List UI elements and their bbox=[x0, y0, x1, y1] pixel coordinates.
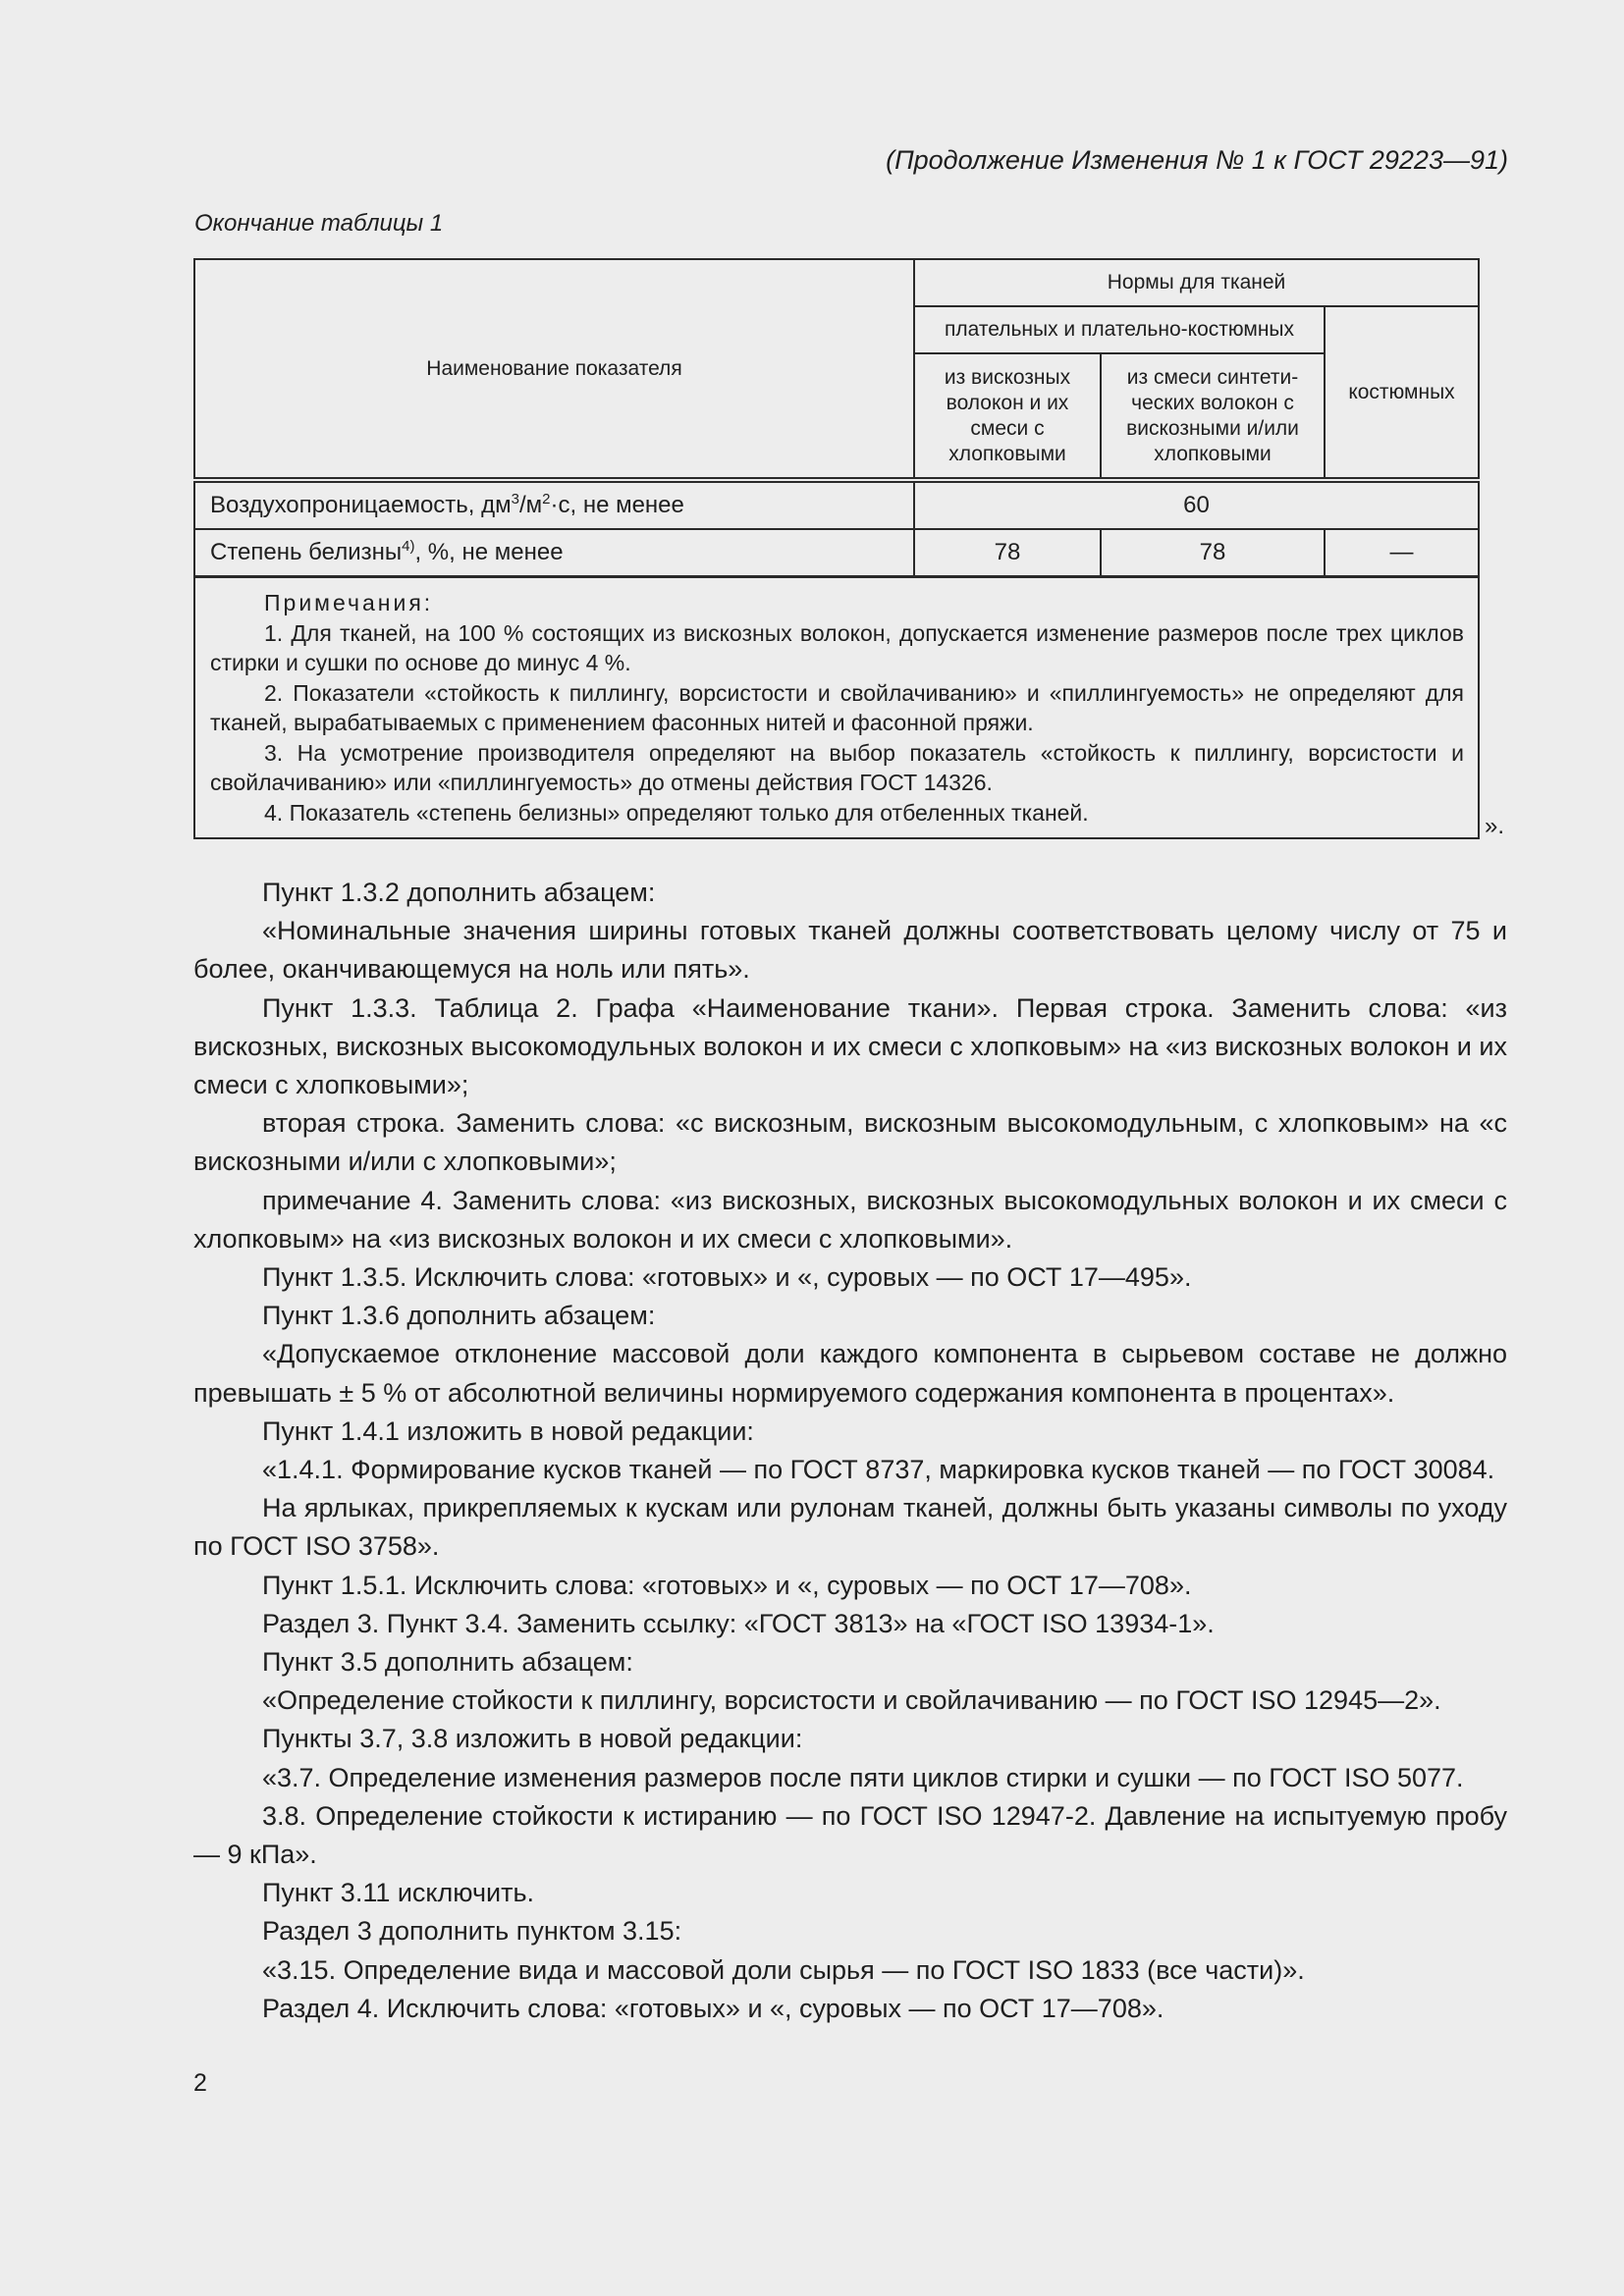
superscript: 3 bbox=[511, 491, 519, 507]
page-number: 2 bbox=[193, 2069, 207, 2097]
column-header-norms-group: Нормы для тканей bbox=[914, 259, 1479, 306]
norms-table bbox=[193, 258, 1480, 839]
table-caption: Окончание таблицы 1 bbox=[194, 210, 444, 237]
paragraph: «1.4.1. Формирование кусков тканей — по ГОСТ 8737, маркировка кусков тканей — по ГОСТ 30084. bbox=[262, 1455, 1495, 1485]
table-row bbox=[194, 529, 1479, 577]
paragraph: На ярлыках, прикрепляемых к кускам или рулонам тканей, должны быть указаны символы по уходу по ГОСТ ISO 3758». bbox=[193, 1493, 1507, 1562]
paragraph: Пункт 1.3.5. Исключить слова: «готовых» и «, суровых — по ОСТ 17—495». bbox=[262, 1262, 1192, 1293]
paragraph: «3.15. Определение вида и массовой доли сырья — по ГОСТ ISO 1833 (все части)». bbox=[262, 1954, 1305, 1985]
norms-table-container bbox=[193, 258, 1478, 839]
paragraph: Пункт 3.5 дополнить абзацем: bbox=[262, 1647, 633, 1678]
page-header: (Продолжение Изменения № 1 к ГОСТ 29223—91) bbox=[886, 145, 1508, 175]
paragraph: Пункт 1.4.1 изложить в новой редакции: bbox=[262, 1415, 754, 1446]
paragraph: примечание 4. Заменить слова: «из вискозных, вискозных высокомодульных волокон и их смеси с хлопковым» на «из вискозных волокон и их смеси с хлопковыми». bbox=[193, 1185, 1507, 1254]
paragraph: Пункт 1.5.1. Исключить слова: «готовых» и «, суровых — по ОСТ 17—708». bbox=[262, 1570, 1192, 1600]
label-text: /м bbox=[518, 492, 543, 518]
column-header-viscose bbox=[914, 353, 1101, 480]
superscript: 4) bbox=[402, 538, 415, 555]
label-text: , %, не менее bbox=[414, 539, 564, 565]
paragraph: Раздел 3. Пункт 3.4. Заменить ссылку: «ГОСТ 3813» на «ГОСТ ISO 13934-1». bbox=[262, 1608, 1215, 1638]
paragraph: Пункты 3.7, 3.8 изложить в новой редакции: bbox=[262, 1724, 803, 1754]
label-text: Степень белизны bbox=[210, 539, 403, 565]
label-text: ·с, не менее bbox=[550, 492, 684, 518]
column-header-synthetic-mix-text: из смеси синтети-ческих волокон с вискозными и/или хлопковыми bbox=[1126, 365, 1299, 465]
notes-title: Примечания: bbox=[264, 590, 434, 615]
note-item: 4. Показатель «степень белизны» определяют только для отбеленных тканей. bbox=[264, 799, 1089, 826]
paragraph: «3.7. Определение изменения размеров после пяти циклов стирки и сушки — по ГОСТ ISO 5077. bbox=[262, 1762, 1464, 1792]
paragraph: Пункт 1.3.3. Таблица 2. Графа «Наименование ткани». Первая строка. Заменить слова: «из вискозных, вискозных высокомодульных волокон и их смеси с хлопковым» на «из вискозных волокон и их смеси с хлопковыми»; bbox=[193, 992, 1507, 1100]
paragraph: Пункт 1.3.2 дополнить абзацем: bbox=[262, 878, 656, 907]
paragraph: Раздел 3 дополнить пунктом 3.15: bbox=[262, 1916, 682, 1947]
column-header-synthetic-mix bbox=[1101, 353, 1325, 480]
paragraph: Пункт 3.11 исключить. bbox=[262, 1878, 535, 1908]
paragraph: Раздел 4. Исключить слова: «готовых» и «, суровых — по ОСТ 17—708». bbox=[262, 1993, 1164, 2023]
row-label-air-permeability bbox=[194, 480, 914, 529]
note-item: 1. Для тканей, на 100 % состоящих из вискозных волокон, допускается изменение размеров после трех циклов стирки и сушки по основе до минус 4 %. bbox=[210, 619, 1464, 675]
paragraph: 3.8. Определение стойкости к истиранию — по ГОСТ ISO 12947-2. Давление на испытуемую пробу — 9 кПа». bbox=[193, 1800, 1507, 1870]
note-item: 2. Показатели «стойкость к пиллингу, ворсистости и свойлачиванию» и «пиллингуемость» не определяют для тканей, вырабатываемых с применением фасонных нитей и фасонной пряжи. bbox=[210, 679, 1464, 735]
amendment-text bbox=[193, 874, 1507, 2028]
cell-value: 78 bbox=[1101, 529, 1325, 577]
paragraph: вторая строка. Заменить слова: «с вискозным, вискозным высокомодульным, с хлопковым» на «с вискозными и/или с хлопковыми»; bbox=[193, 1108, 1507, 1177]
table-row bbox=[194, 480, 1479, 529]
column-header-dress-suit-subgroup: плательных и плательно-костюмных bbox=[914, 306, 1325, 353]
cell-value: 60 bbox=[914, 480, 1479, 529]
paragraph: «Номинальные значения ширины готовых тканей должны соответствовать целому числу от 75 и более, оканчивающемуся на ноль или пять». bbox=[193, 916, 1507, 985]
paragraph: «Допускаемое отклонение массовой доли каждого компонента в сырьевом составе не должно превышать ± 5 % от абсолютной величины нормируемого содержания компонента в процентах». bbox=[193, 1339, 1507, 1408]
note-item: 3. На усмотрение производителя определяют на выбор показатель «стойкость к пиллингу, ворсистости и свойлачиванию» или «пиллингуемость» до отмены действия ГОСТ 14326. bbox=[210, 739, 1464, 795]
cell-value: 78 bbox=[914, 529, 1101, 577]
column-header-suit: костюмных bbox=[1325, 306, 1479, 480]
paragraph: «Определение стойкости к пиллингу, ворсистости и свойлачиванию — по ГОСТ ISO 12945—2». bbox=[262, 1685, 1441, 1716]
table-notes bbox=[194, 577, 1479, 839]
cell-value: — bbox=[1325, 529, 1479, 577]
column-header-name: Наименование показателя bbox=[194, 259, 914, 480]
paragraph: Пункт 1.3.6 дополнить абзацем: bbox=[262, 1301, 656, 1331]
closing-quote-mark: ». bbox=[1485, 813, 1505, 839]
row-label-whiteness bbox=[194, 529, 914, 577]
label-text: Воздухопроницаемость, дм bbox=[210, 492, 512, 518]
superscript: 2 bbox=[542, 491, 551, 507]
column-header-viscose-text: из вискозных волокон и их смеси с хлопковыми bbox=[944, 365, 1071, 465]
